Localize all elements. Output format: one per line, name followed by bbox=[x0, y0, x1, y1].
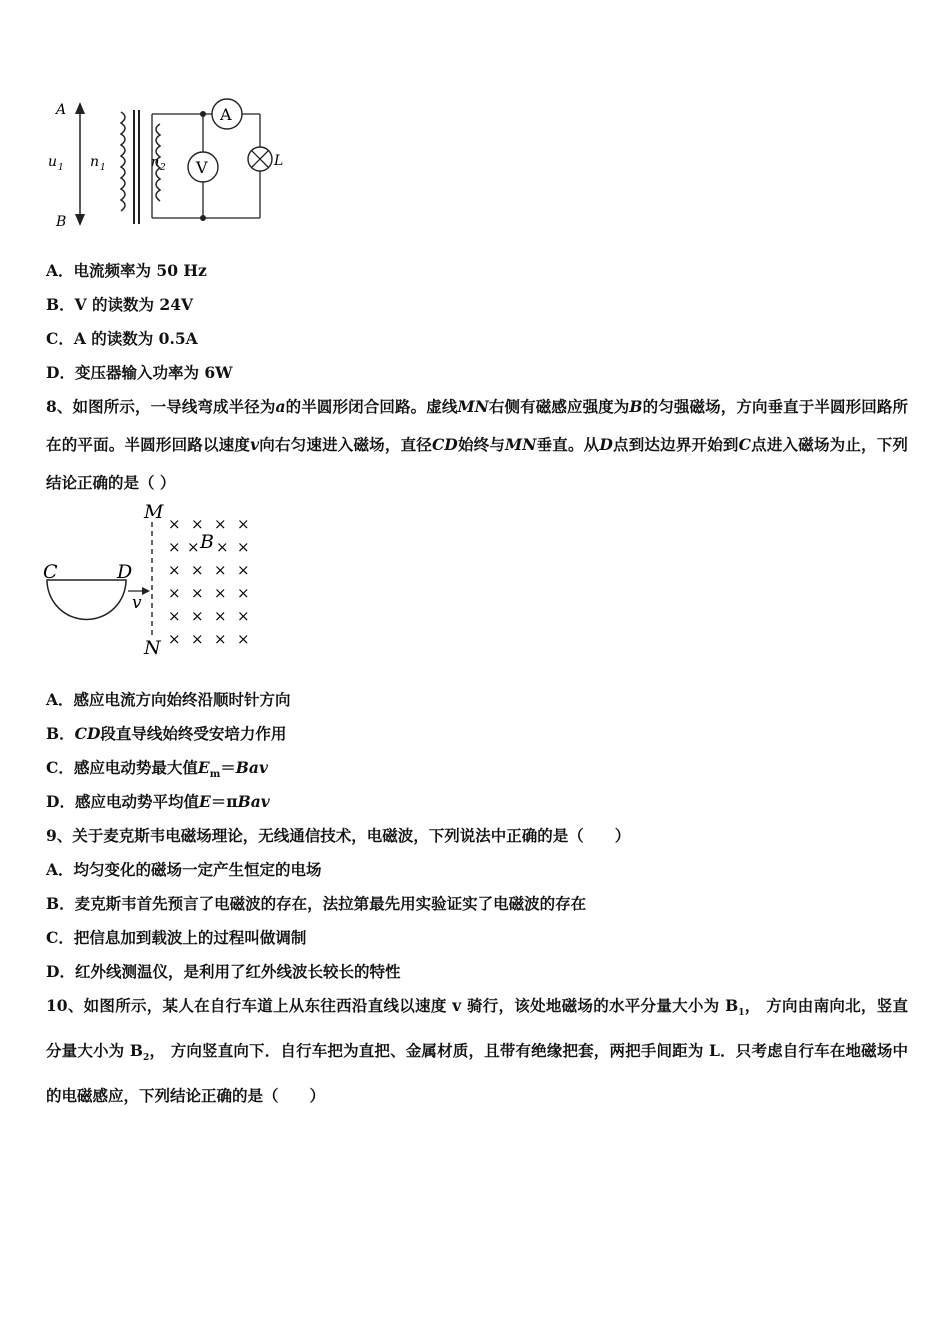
terminal-b-label: B bbox=[56, 214, 67, 230]
q9-stem: 9、关于麦克斯韦电磁场理论，无线通信技术，电磁波，下列说法中正确的是（ ） bbox=[46, 826, 631, 845]
label-m: M bbox=[144, 501, 164, 523]
field-cross: × bbox=[214, 561, 227, 579]
field-cross: × bbox=[168, 538, 181, 556]
svg-text:2: 2 bbox=[160, 163, 166, 173]
field-cross: × bbox=[168, 584, 181, 602]
field-cross: × bbox=[237, 561, 250, 579]
label-b: B bbox=[200, 531, 214, 553]
field-cross: × bbox=[214, 607, 227, 625]
field-cross: × bbox=[191, 607, 204, 625]
field-cross: × bbox=[187, 538, 200, 556]
svg-text:A: A bbox=[220, 105, 232, 124]
q8-option-a: A．感应电流方向始终沿顺时针方向 bbox=[46, 690, 291, 709]
lamp-label: L bbox=[274, 153, 284, 169]
field-cross: × bbox=[214, 630, 227, 648]
primary-coil bbox=[121, 112, 125, 211]
field-cross: × bbox=[168, 515, 181, 533]
field-cross: × bbox=[191, 630, 204, 648]
q9-option-b: B．麦克斯韦首先预言了电磁波的存在，法拉第最先用实验证实了电磁波的存在 bbox=[46, 894, 587, 913]
q8-option-c: C．感应电动势最大值$E_m=Bav$ bbox=[46, 758, 268, 781]
u1-label: u bbox=[48, 154, 58, 170]
semicircle-loop bbox=[47, 580, 126, 620]
magnetic-field-figure bbox=[40, 498, 270, 663]
q8-stem: 8、如图所示，一导线弯成半径为a的半圆形闭合回路。虚线MN右侧有磁感应强度为B的匀强磁场，方向垂直于半圆形回路所在的平面。半圆形回路以速度v向右匀速进入磁场，直径CD始终与MN垂直。从D点到达边界开始到C点进入磁场为止，下列结论正确的是（ ） bbox=[46, 397, 908, 492]
field-cross: × bbox=[237, 630, 250, 648]
transformer-circuit-figure bbox=[44, 96, 294, 236]
q7-option-c: C．A 的读数为 0.5A bbox=[46, 329, 198, 348]
field-cross: × bbox=[237, 538, 250, 556]
svg-text:V: V bbox=[196, 158, 208, 177]
n1-label: n bbox=[90, 154, 100, 170]
label-v: v bbox=[132, 593, 142, 613]
field-cross: × bbox=[214, 515, 227, 533]
q7-option-a: A．电流频率为 50 Hz bbox=[46, 261, 207, 280]
n2-label: n bbox=[151, 155, 160, 170]
field-cross: × bbox=[168, 561, 181, 579]
label-d: D bbox=[117, 561, 133, 583]
q10-stem: 10、如图所示，某人在自行车道上从东往西沿直线以速度 v 骑行，该处地磁场的水平分量大小为 $B_1$， 方向由南向北，竖直分量大小为 $B_2$， 方向竖直向下．自行车把为直把、金属材质，且带有绝缘把套，两把手间距为 L．只考虑自行车在地磁场中的电磁感应，下列结论正确的是（ ） bbox=[46, 996, 909, 1106]
field-cross: × bbox=[191, 561, 204, 579]
svg-text:1: 1 bbox=[58, 163, 64, 173]
field-cross: × bbox=[168, 630, 181, 648]
field-cross: × bbox=[214, 584, 227, 602]
q9-option-a: A．均匀变化的磁场一定产生恒定的电场 bbox=[46, 860, 322, 879]
field-cross: × bbox=[168, 607, 181, 625]
q9-option-d: D．红外线测温仪，是利用了红外线波长较长的特性 bbox=[46, 962, 401, 981]
q7-option-d: D．变压器输入功率为 6W bbox=[46, 363, 233, 382]
svg-text:1: 1 bbox=[100, 163, 106, 173]
q7-option-b: B．V 的读数为 24V bbox=[46, 295, 194, 314]
label-c: C bbox=[43, 561, 58, 583]
q8-option-d: D．感应电动势平均值E＝πBav bbox=[46, 792, 270, 811]
q9-option-c: C．把信息加到载波上的过程叫做调制 bbox=[46, 928, 307, 947]
field-cross: × bbox=[216, 538, 229, 556]
label-n: N bbox=[144, 637, 161, 659]
field-cross: × bbox=[237, 515, 250, 533]
field-cross: × bbox=[237, 607, 250, 625]
field-cross: × bbox=[191, 584, 204, 602]
field-cross: × bbox=[191, 515, 204, 533]
field-cross: × bbox=[237, 584, 250, 602]
terminal-a-label: A bbox=[56, 102, 67, 118]
q8-option-b: B．CD段直导线始终受安培力作用 bbox=[46, 724, 287, 743]
